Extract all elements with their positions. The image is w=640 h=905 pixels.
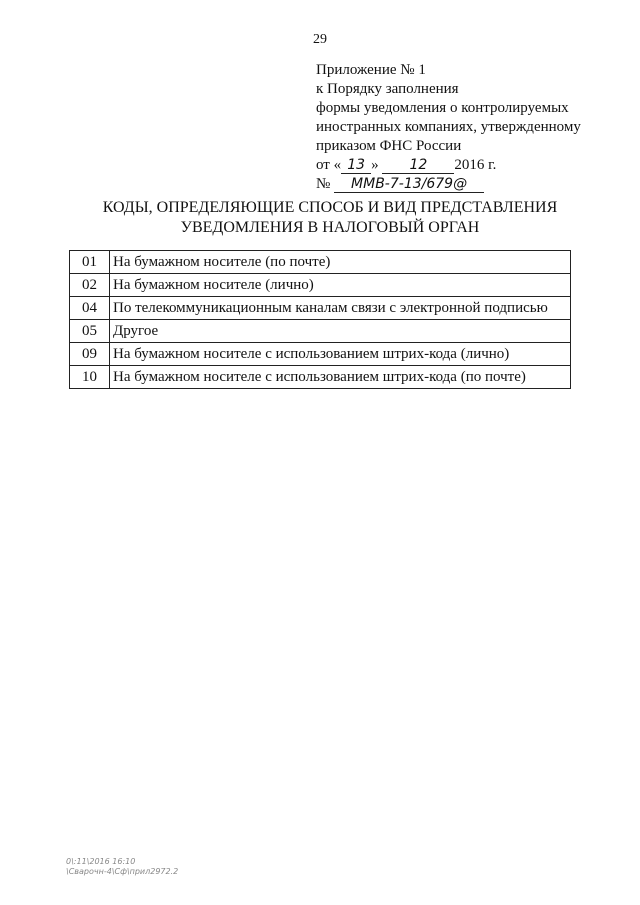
date-prefix: от « <box>316 157 342 173</box>
appendix-line-1: Приложение № 1 <box>316 62 426 78</box>
appendix-line-5: приказом ФНС России <box>316 138 462 154</box>
table-row <box>70 274 571 297</box>
description-cell: На бумажном носителе (по почте) <box>110 251 571 274</box>
code-cell: 10 <box>70 366 110 389</box>
description-cell: По телекоммуникационным каналам связи с электронной подписью <box>110 297 571 320</box>
appendix-header <box>316 61 616 194</box>
table-row <box>70 297 571 320</box>
page-number: 29 <box>313 32 327 47</box>
description-cell: На бумажном носителе с использованием штрих-кода (лично) <box>110 343 571 366</box>
appendix-line-4: иностранных компаниях, утвержденному <box>316 119 581 135</box>
number-prefix: № <box>316 176 331 192</box>
order-number-handwritten: ММВ-7-13/679@ <box>334 177 484 193</box>
table-row <box>70 366 571 389</box>
description-cell: На бумажном носителе (лично) <box>110 274 571 297</box>
code-cell: 05 <box>70 320 110 343</box>
table-row <box>70 251 571 274</box>
code-cell: 04 <box>70 297 110 320</box>
description-cell: Другое <box>110 320 571 343</box>
title-line-2: УВЕДОМЛЕНИЯ В НАЛОГОВЫЙ ОРГАН <box>180 219 480 236</box>
code-cell: 02 <box>70 274 110 297</box>
date-month-handwritten: 12 <box>382 158 454 174</box>
footer-line-1: 0\:11\2016 16:10 <box>66 857 136 866</box>
date-mid: » <box>371 157 379 173</box>
description-cell: На бумажном носителе с использованием штрих-кода (по почте) <box>110 366 571 389</box>
order-number <box>316 175 616 194</box>
document-title <box>90 198 570 238</box>
print-footer <box>66 857 178 877</box>
code-cell: 01 <box>70 251 110 274</box>
appendix-line-2: к Порядку заполнения <box>316 81 459 97</box>
date-suffix: 2016 г. <box>454 157 497 173</box>
footer-line-2: \Сварочн-4\Сф\прил2972.2 <box>66 867 179 876</box>
appendix-line-3: формы уведомления о контролируемых <box>316 100 569 116</box>
date-day-handwritten: 13 <box>341 158 371 174</box>
code-cell: 09 <box>70 343 110 366</box>
table-row <box>70 320 571 343</box>
table-row <box>70 343 571 366</box>
codes-table <box>69 250 571 389</box>
title-line-1: КОДЫ, ОПРЕДЕЛЯЮЩИЕ СПОСОБ И ВИД ПРЕДСТАВЛЕНИЯ <box>102 199 558 216</box>
order-date <box>316 156 616 175</box>
